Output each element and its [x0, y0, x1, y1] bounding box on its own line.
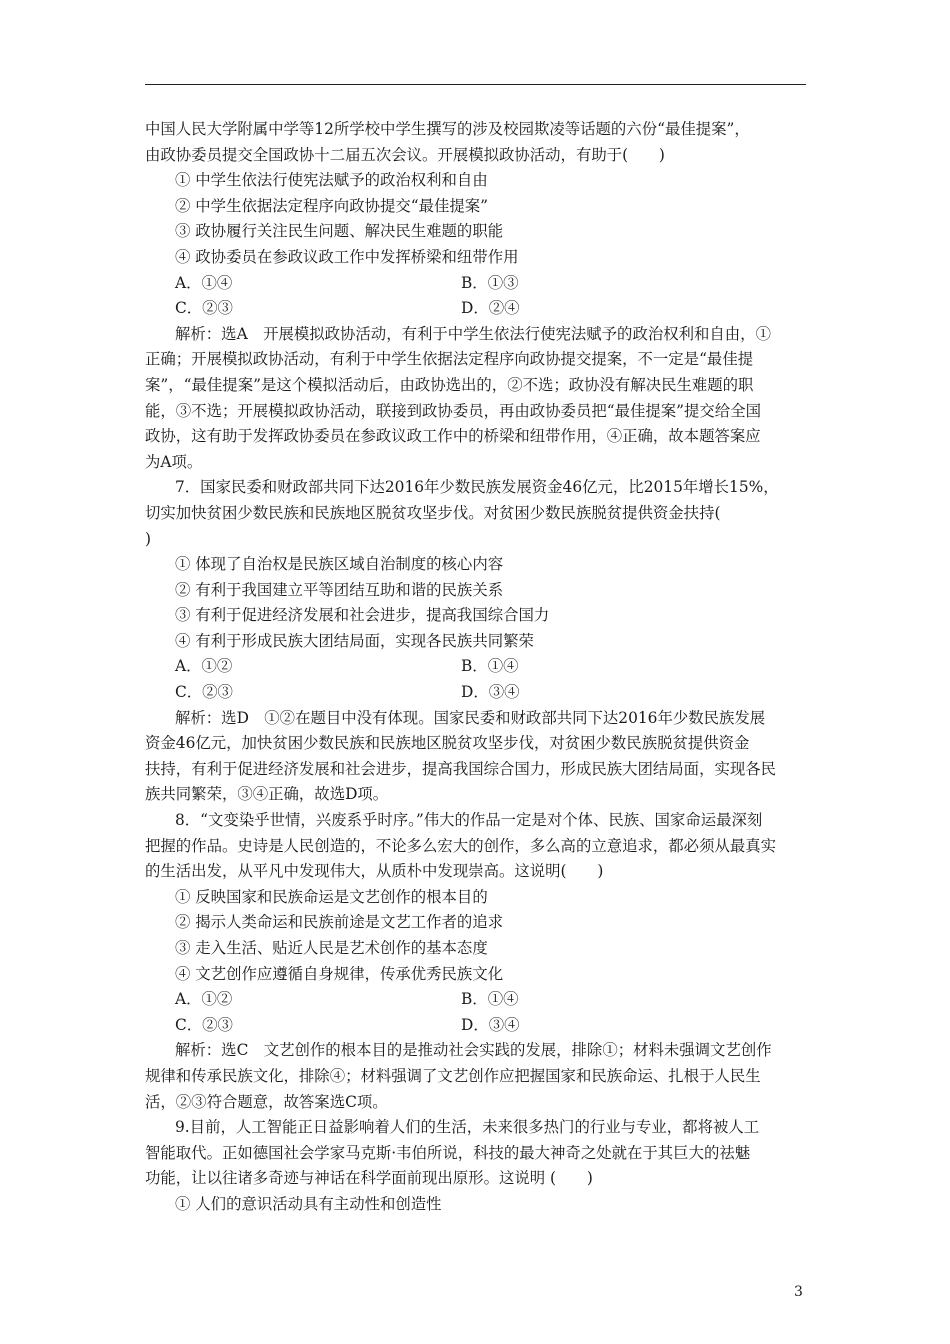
q6-option-c: C．②③ [175, 299, 233, 318]
header-rule [145, 84, 806, 85]
q6-option-b: B．①③ [461, 273, 519, 292]
q6-analysis-line-1: 解析：选A 开展模拟政协活动，有利于中学生依法行使宪法赋予的政治权利和自由，① [175, 324, 771, 343]
q7-item-3: ③ 有利于促进经济发展和社会进步，提高我国综合国力 [175, 606, 550, 625]
q7-stem-line-3: ) [145, 529, 152, 548]
q8-option-a: A．①② [175, 990, 233, 1009]
q7-options-row-2 [145, 680, 808, 706]
q7-stem-line-1: 7．国家民委和财政部共同下达2016年少数民族发展资金46亿元，比2015年增长15%， [175, 478, 779, 497]
q6-analysis-line-2: 正确；开展模拟政协活动，有利于中学生依据法定程序向政协提交提案，不一定是“最佳提 [145, 350, 754, 369]
q8-option-b: B．①④ [461, 990, 519, 1009]
document-body [145, 117, 808, 1218]
q6-item-4: ④ 政协委员在参政议政工作中发挥桥梁和纽带作用 [175, 247, 519, 266]
q8-option-d: D．③④ [461, 1015, 520, 1034]
q8-option-c: C．②③ [175, 1015, 233, 1034]
q8-stem-line-2: 把握的作品。史诗是人民创造的，不论多么宏大的创作，多么高的立意追求，都必须从最真实 [145, 836, 777, 855]
q7-option-d: D．③④ [461, 683, 520, 702]
q9-stem-line-2: 智能取代。正如德国社会学家马克斯·韦伯所说，科技的最大神奇之处就在于其巨大的祛魅 [145, 1143, 751, 1162]
q6-option-d: D．②④ [461, 299, 520, 318]
q8-item-2: ② 揭示人类命运和民族前途是文艺工作者的追求 [175, 913, 504, 932]
q7-analysis-line-1: 解析：选D ①②在题目中没有体现。国家民委和财政部共同下达2016年少数民族发展 [175, 708, 766, 727]
q6-options-row-1 [145, 271, 808, 297]
q6-options-row-2 [145, 296, 808, 322]
q8-options-row-1 [145, 987, 808, 1013]
q6-option-a: A．①④ [175, 273, 233, 292]
q6-item-3: ③ 政协履行关注民生问题、解决民生难题的职能 [175, 222, 504, 241]
q6-analysis-line-3: 案”，“最佳提案”是这个模拟活动后，由政协选出的，②不选；政协没有解决民生难题的职 [145, 375, 754, 394]
q8-stem-line-1: 8．“文变染乎世情，兴废系乎时序。”伟大的作品一定是对个体、民族、国家命运最深刻 [175, 811, 763, 830]
q9-item-1: ① 人们的意识活动具有主动性和创造性 [175, 1194, 442, 1213]
q7-options-row-1 [145, 654, 808, 680]
q7-analysis-line-4: 族共同繁荣，③④正确，故选D项。 [145, 785, 389, 804]
q6-stem-line-1: 中国人民大学附属中学等12所学校中学生撰写的涉及校园欺凌等话题的六份“最佳提案”， [145, 120, 750, 138]
q6-item-1: ① 中学生依法行使宪法赋予的政治权利和自由 [175, 171, 488, 190]
q6-analysis-line-5: 政协，这有助于发挥政协委员在参政议政工作中的桥梁和纽带作用，④正确，故本题答案应 [145, 427, 761, 446]
q7-stem-line-2: 切实加快贫困少数民族和民族地区脱贫攻坚步伐。对贫困少数民族脱贫提供资金扶持( [145, 503, 721, 522]
q7-option-c: C．②③ [175, 683, 233, 702]
q8-analysis-line-1: 解析：选C 文艺创作的根本目的是推动社会实践的发展，排除①；材料未强调文艺创作 [175, 1041, 772, 1060]
q7-analysis-line-2: 资金46亿元，加快贫困少数民族和民族地区脱贫攻坚步伐，对贫困少数民族脱贫提供资金 [145, 734, 750, 753]
q6-analysis-line-6: 为A项。 [145, 452, 203, 471]
q8-item-4: ④ 文艺创作应遵循自身规律，传承优秀民族文化 [175, 964, 504, 983]
q8-stem-line-3: 的生活出发，从平凡中发现伟大，从质朴中发现崇高。这说明( ) [145, 862, 604, 881]
q8-analysis-line-2: 规律和传承民族文化，排除④；材料强调了文艺创作应把握国家和民族命运、扎根于人民生 [145, 1066, 761, 1085]
q9-stem-line-3: 功能，让以往诸多奇迹与神话在科学面前现出原形。这说明 ( ) [145, 1169, 593, 1188]
q6-stem-line-2: 由政协委员提交全国政协十二届五次会议。开展模拟政协活动，有助于( ) [145, 145, 665, 164]
q9-stem-line-1: 9.目前，人工智能正日益影响着人们的生活，未来很多热门的行业与专业，都将被人工 [175, 1118, 760, 1137]
page-number: 3 [794, 1284, 803, 1300]
q8-options-row-2 [145, 1013, 808, 1039]
q7-item-2: ② 有利于我国建立平等团结互助和谐的民族关系 [175, 580, 504, 599]
q7-option-b: B．①④ [461, 657, 519, 676]
q6-analysis-line-4: 能，③不选；开展模拟政协活动，联接到政协委员，再由政协委员把“最佳提案”提交给全国 [145, 401, 761, 420]
q7-item-4: ④ 有利于形成民族大团结局面，实现各民族共同繁荣 [175, 631, 534, 650]
q8-item-3: ③ 走入生活、贴近人民是艺术创作的基本态度 [175, 939, 488, 957]
q7-analysis-line-3: 扶持，有利于促进经济发展和社会进步，提高我国综合国力，形成民族大团结局面，实现各民 [145, 759, 777, 778]
q7-option-a: A．①② [175, 657, 233, 676]
q8-analysis-line-3: 活，②③符合题意，故答案选C项。 [145, 1092, 388, 1111]
q7-item-1: ① 体现了自治权是民族区域自治制度的核心内容 [175, 555, 504, 574]
q8-item-1: ① 反映国家和民族命运是文艺创作的根本目的 [175, 887, 488, 906]
q6-item-2: ② 中学生依据法定程序向政协提交“最佳提案” [175, 196, 489, 215]
